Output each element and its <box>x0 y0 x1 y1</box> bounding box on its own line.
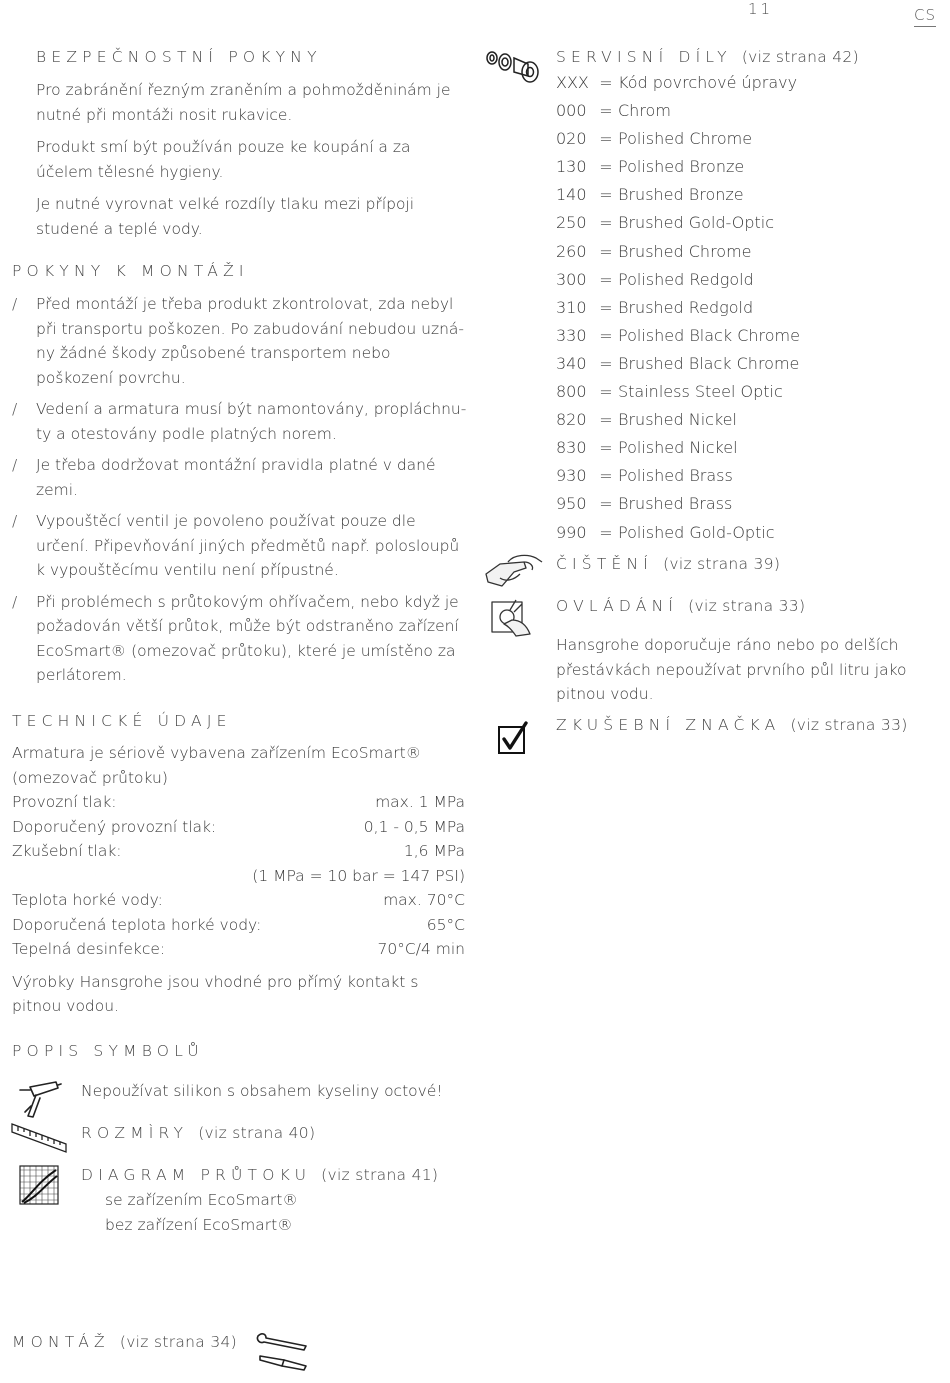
finish-code: 130 <box>556 157 587 177</box>
technical-heading: TECHNICKÉ ÚDAJE <box>12 712 232 730</box>
finish-name: Polished Gold-Optic <box>618 522 775 542</box>
cleaning-title: ČIŠTĚNÍ <box>556 555 654 573</box>
technical-data <box>12 741 465 1019</box>
finish-code: XXX <box>556 73 589 92</box>
tech-label: Teplota horké vody: <box>12 891 163 909</box>
finish-name: Polished Chrome <box>618 129 753 149</box>
finish-code: 340 <box>556 353 587 373</box>
page-number: 11 <box>748 0 774 18</box>
caulking-gun-icon <box>14 1078 62 1120</box>
technical-note: Výrobky Hansgrohe jsou vhodné pro přímý kontakt s pitnou vodou. <box>12 972 419 1015</box>
tech-value: 65°C <box>426 915 465 934</box>
bullet-slash: / <box>12 456 18 474</box>
symbols-heading: POPIS SYMBOLŮ <box>12 1042 204 1060</box>
list-item: XXX = Kód povrchové úpravy <box>556 69 800 97</box>
tech-value: 1,6 MPa <box>403 842 465 860</box>
list-item-text: Vypouštěcí ventil je povoleno používat pouze dle určení. Připevňování jiných předmětů např. polosloupů k vypouštěcímu ventilu není přípustné. <box>36 512 460 579</box>
finish-name: Brushed Chrome <box>618 241 752 261</box>
checkbox-check-icon <box>497 721 529 755</box>
finish-code: 260 <box>556 241 587 261</box>
tech-value: 70°C/4 min <box>377 940 465 958</box>
flow-diagram-icon <box>18 1164 60 1206</box>
finish-code: 300 <box>556 269 587 289</box>
service-parts-list <box>556 69 800 547</box>
list-item <box>12 590 468 688</box>
finish-name: Kód povrchové úpravy <box>618 73 798 92</box>
tech-row <box>12 839 465 864</box>
finish-name: Polished Nickel <box>618 438 738 458</box>
list-item: 140 = Brushed Bronze <box>556 181 800 209</box>
dimensions-title: ROZMÌRY <box>81 1124 189 1142</box>
finish-name: Brushed Bronze <box>618 185 744 205</box>
wrench-screwdriver-icon <box>254 1330 310 1372</box>
list-item: 340 = Brushed Black Chrome <box>556 350 800 378</box>
operation-heading <box>556 597 805 615</box>
tech-label: Zkušební tlak: <box>12 842 122 860</box>
operation-text: Hansgrohe doporučuje ráno nebo po delších přestávkách nepoužívat prvního půl litru jako pitnou vodu. <box>556 636 907 703</box>
finish-code: 820 <box>556 410 587 430</box>
tech-row <box>12 913 465 938</box>
flow-without-ecosmart: bez zařízení EcoSmart® <box>105 1216 293 1234</box>
list-item <box>12 509 468 583</box>
finish-code: 020 <box>556 129 587 149</box>
dimensions-heading <box>81 1124 315 1142</box>
test-mark-ref: (viz strana 33) <box>790 716 908 734</box>
tech-label: Tepelná desinfekce: <box>12 940 166 958</box>
tech-row <box>12 937 465 962</box>
language-code: CS <box>914 6 936 27</box>
list-item: 130 = Polished Bronze <box>556 153 800 181</box>
finish-name: Polished Redgold <box>618 269 754 289</box>
cleaning-heading <box>556 555 780 573</box>
finish-name: Polished Bronze <box>618 157 745 177</box>
cleaning-hand-icon <box>484 552 544 592</box>
list-item: 330 = Polished Black Chrome <box>556 322 800 350</box>
tech-value: max. 1 MPa <box>375 793 465 811</box>
test-mark-title: ZKUŠEBNÍ ZNAČKA <box>556 716 781 734</box>
finish-code: 000 <box>556 101 587 121</box>
bullet-slash: / <box>12 592 18 611</box>
bullet-slash: / <box>12 295 18 313</box>
ruler-icon <box>10 1122 68 1156</box>
list-item: 990 = Polished Gold-Optic <box>556 519 800 547</box>
finish-code: 930 <box>556 466 587 486</box>
finish-code: 950 <box>556 494 587 514</box>
assembly-heading: POKYNY K MONTÁŽI <box>12 262 249 280</box>
list-item: 800 = Stainless Steel Optic <box>556 378 800 406</box>
finish-name: Polished Brass <box>618 466 733 486</box>
finish-code: 330 <box>556 325 587 345</box>
list-item: 830 = Polished Nickel <box>556 434 800 462</box>
assembly-list <box>12 292 468 695</box>
tech-row <box>12 888 465 913</box>
mounting-title: MONTÁŽ <box>12 1333 110 1351</box>
safety-text <box>36 78 466 249</box>
list-item: 950 = Brushed Brass <box>556 490 800 518</box>
silicone-warning: Nepoužívat silikon s obsahem kyseliny octové! <box>81 1082 443 1100</box>
tech-value: 0,1 - 0,5 MPa <box>363 817 465 836</box>
mounting-heading <box>12 1333 237 1351</box>
tech-label: Doporučená teplota horké vody: <box>12 915 262 934</box>
flow-heading <box>81 1166 438 1184</box>
bullet-slash: / <box>12 512 18 530</box>
list-item: 000 = Chrom <box>556 97 800 125</box>
tech-label: Provozní tlak: <box>12 793 117 811</box>
service-parts-heading <box>556 48 859 66</box>
flow-ref: (viz strana 41) <box>321 1166 439 1184</box>
list-item: 930 = Polished Brass <box>556 462 800 490</box>
list-item <box>12 453 468 502</box>
list-item <box>12 292 468 390</box>
safety-paragraph: Je nutné vyrovnat velké rozdíly tlaku mezi přípoji studené a teplé vody. <box>36 195 415 238</box>
finish-name: Stainless Steel Optic <box>618 382 783 402</box>
finish-code: 830 <box>556 438 587 458</box>
tech-label: Doporučený provozní tlak: <box>12 817 217 836</box>
list-item: 310 = Brushed Redgold <box>556 294 800 322</box>
finish-code: 990 <box>556 522 587 542</box>
list-item: 250 = Brushed Gold-Optic <box>556 209 800 237</box>
operation-title: OVLÁDÁNÍ <box>556 597 679 615</box>
finish-name: Brushed Brass <box>618 494 733 514</box>
bullet-slash: / <box>12 400 18 418</box>
list-item-text: Při problémech s průtokovým ohřívačem, nebo když je požadován větší průtok, může být odstraněno zařízení EcoSmart® (omezovač průtoku), které je umístěno za perlátorem. <box>36 592 459 684</box>
finish-name: Chrom <box>618 101 671 121</box>
service-parts-icon <box>484 46 542 86</box>
test-mark-heading <box>556 716 908 734</box>
list-item-text: Vedení a armatura musí být namontovány, propláchnu-ty a otestovány podle platných norem. <box>36 400 467 443</box>
finish-code: 250 <box>556 213 587 233</box>
flow-title: DIAGRAM PRŮTOKU <box>81 1166 312 1184</box>
technical-intro: Armatura je sériově vybavena zařízením EcoSmart® (omezovač průtoku) <box>12 744 422 787</box>
list-item: 820 = Brushed Nickel <box>556 406 800 434</box>
finish-code: 310 <box>556 297 587 317</box>
list-item: 020 = Polished Chrome <box>556 125 800 153</box>
finish-code: 800 <box>556 382 587 402</box>
tech-row <box>12 815 465 840</box>
list-item: 260 = Brushed Chrome <box>556 238 800 266</box>
finish-name: Brushed Redgold <box>618 297 754 317</box>
list-item-text: Před montáží je třeba produkt zkontrolovat, zda nebyl při transportu poškozen. Po zabudování nebudou uzná-ny žádné škody způsobené transportem nebo poškození povrchu. <box>36 295 464 387</box>
service-parts-ref: (viz strana 42) <box>741 48 859 66</box>
list-item <box>12 397 468 446</box>
finish-name: Brushed Gold-Optic <box>618 213 775 233</box>
list-item-text: Je třeba dodržovat montážní pravidla platné v dané zemi. <box>36 456 436 499</box>
flow-with-ecosmart: se zařízením EcoSmart® <box>105 1191 298 1209</box>
service-parts-title: SERVISNÍ DÍLY <box>556 48 732 66</box>
tech-row <box>12 864 465 889</box>
dimensions-ref: (viz strana 40) <box>198 1124 316 1142</box>
tech-value: max. 70°C <box>383 891 465 909</box>
tech-row <box>12 790 465 815</box>
operation-ref: (viz strana 33) <box>688 597 806 615</box>
finish-name: Brushed Nickel <box>618 410 737 430</box>
safety-paragraph: Produkt smí být používán pouze ke koupání a za účelem tělesné hygieny. <box>36 138 411 181</box>
safety-heading: BEZPEČNOSTNÍ POKYNY <box>36 48 322 66</box>
finish-name: Polished Black Chrome <box>618 325 800 345</box>
mounting-ref: (viz strana 34) <box>119 1333 237 1351</box>
finish-code: 140 <box>556 185 587 205</box>
list-item: 300 = Polished Redgold <box>556 266 800 294</box>
cleaning-ref: (viz strana 39) <box>663 555 781 573</box>
tech-value: (1 MPa = 10 bar = 147 PSI) <box>252 866 465 885</box>
safety-paragraph: Pro zabránění řezným zraněním a pohmožděninám je nutné při montáži nosit rukavice. <box>36 81 451 124</box>
operation-hand-icon <box>490 596 536 638</box>
finish-name: Brushed Black Chrome <box>618 353 800 373</box>
